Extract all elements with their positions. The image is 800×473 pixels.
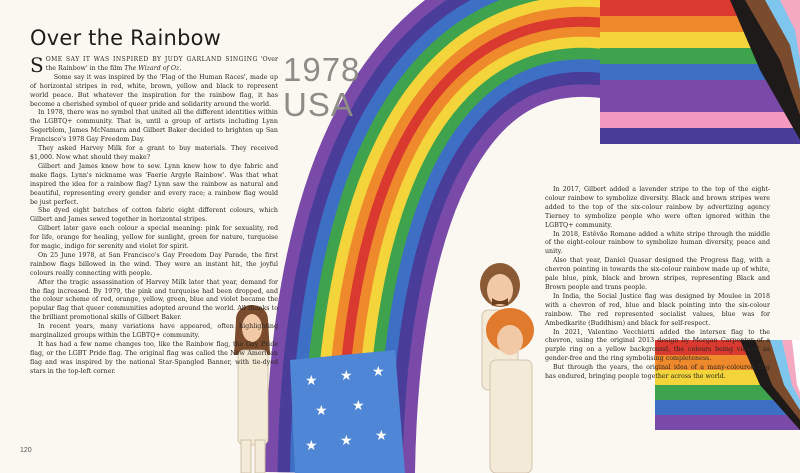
left-paragraph: In 1978, there was no symbol that united all the different identities within the LGBTQ+ community. That is, until a group of artists including Lynn Segerblom, James McNamara and Gilbert Baker decided to brighten up San Francisco's 1978 Gay Freedom Day. [30, 109, 278, 144]
intro-text-a: 'Over the Rainbow' in the film [45, 56, 278, 72]
right-paragraph: In 2017, Gilbert added a lavender stripe to the top of the eight-colour rainbow to symbolize diversity. Black and brown stripes were added to the top of the six-colour rainbow by advertizing agency Tierney to symbolize people who were often ignored within the LGBTQ+ community. [545, 186, 770, 229]
intro-small-caps: OME SAY IT WAS INSPIRED BY JUDY GARLAND SINGING [45, 56, 258, 63]
figure-curly-red-hair [486, 308, 534, 473]
progress-flag-top [600, 0, 800, 144]
left-paragraph: It has had a few name changes too, like the Rainbow flag, the Gay Pride flag, or the LGBT Pride flag. The original flag was called the New American flag and was inspired by the national Star-Spangled Banner, with tie-dyed stars in the top-left corner. [30, 341, 278, 375]
year-text: 1978 [283, 51, 361, 88]
right-paragraph: In 2021, Valentino Vecchietti added the intersex flag to the chevron, using the original 2013 design by Morgan Carpenter of a purple ring on a yellow background, the colours being viewed as gender-free and the ring symbolising completeness. [545, 328, 770, 363]
right-paragraph: In 2018, Estêvão Romane added a white stripe through the middle of the eight-colour rainbow to symbolize human diversity, peace and unity. [545, 230, 770, 256]
svg-text:★: ★ [340, 433, 353, 449]
page-number: 120 [20, 447, 32, 454]
left-paragraph: Gilbert later gave each colour a special meaning: pink for sexuality, red for life, orange for healing, yellow for sunlight, green for nature, turquoise for magic, indigo for serenity and violet for spirit. [30, 225, 278, 251]
svg-text:★: ★ [315, 403, 328, 419]
page-title: Over the Rainbow [30, 26, 222, 50]
svg-text:★: ★ [372, 364, 385, 380]
svg-text:★: ★ [305, 373, 318, 389]
left-paragraph: In recent years, many variations have appeared, often highlighting marginalized groups within the LGBTQ+ community. [30, 323, 278, 340]
svg-text:★: ★ [340, 368, 353, 384]
svg-text:★: ★ [375, 428, 388, 444]
country-text: USA [283, 86, 354, 123]
year-country-label [283, 52, 360, 122]
drop-cap: S [30, 53, 44, 77]
right-paragraph: Also that year, Daniel Quasar designed the Progress flag, with a chevron pointing in towards the six-colour rainbow made up of white, pale blue, pink, black and brown stripes, representing Black and Brown people and trans people. [545, 257, 770, 291]
left-paragraph: She dyed eight batches of cotton fabric eight different colours, which Gilbert and James sewed together in horizontal stripes. [30, 207, 278, 224]
left-paragraph: They asked Harvey Milk for a grant to buy materials. They received $1,000. Now what should they make? [30, 145, 278, 161]
left-paragraph: Gilbert and James knew how to sew. Lynn knew how to dye fabric and make flags. Lynn's nickname was 'Faerie Argyle Rainbow'. Was that what inspired the idea for a rainbow flag? Lynn saw the rainbow as natural and beautiful, representing every gender and every race; a rainbow flag would be just perfect. [30, 162, 278, 206]
film-title: The Wizard of Oz [124, 64, 180, 72]
intro-text-b: . [179, 64, 182, 72]
svg-text:★: ★ [305, 438, 318, 454]
svg-text:★: ★ [352, 398, 365, 414]
right-paragraph: But through the years, the original idea of a many-coloured flag has endured, bringing people together across the world. [545, 364, 770, 381]
left-text-column [30, 53, 278, 377]
intro-paragraph [30, 53, 278, 77]
right-text-column [545, 186, 770, 382]
right-paragraph: In India, the Social Justice flag was designed by Moulee in 2018 with a chevron of red, blue and black pointing into the six-colour rainbow. The red represented socialist values, blue was for Ambedkarite (Buddhism) and black for self-respect. [545, 292, 770, 327]
left-paragraph: After the tragic assassination of Harvey Milk later that year, demand for the flag increased. By 1979, the pink and turquoise had been dropped, and the colour scheme of red, orange, yellow, green, blue and violet became the popular flag that queer communities adopted around the world. All thanks to the brilliant promotional skills of Gilbert Baker. [30, 278, 278, 322]
left-paragraph: On 25 June 1978, at San Francisco's Gay Freedom Day Parade, the first rainbow flags billowed in the wind. They were an instant hit, the joyful colours really connecting with people. [30, 251, 278, 277]
star-spangled-flag [290, 350, 405, 473]
left-paragraph: Some say it was inspired by the 'Flag of the Human Races', made up of horizontal stripes in red, white, brown, yellow and black to represent world peace. But whatever the inspiration for the rainbow flag, it has become a cherished symbol of queer pride and solidarity around the world. [30, 73, 278, 108]
